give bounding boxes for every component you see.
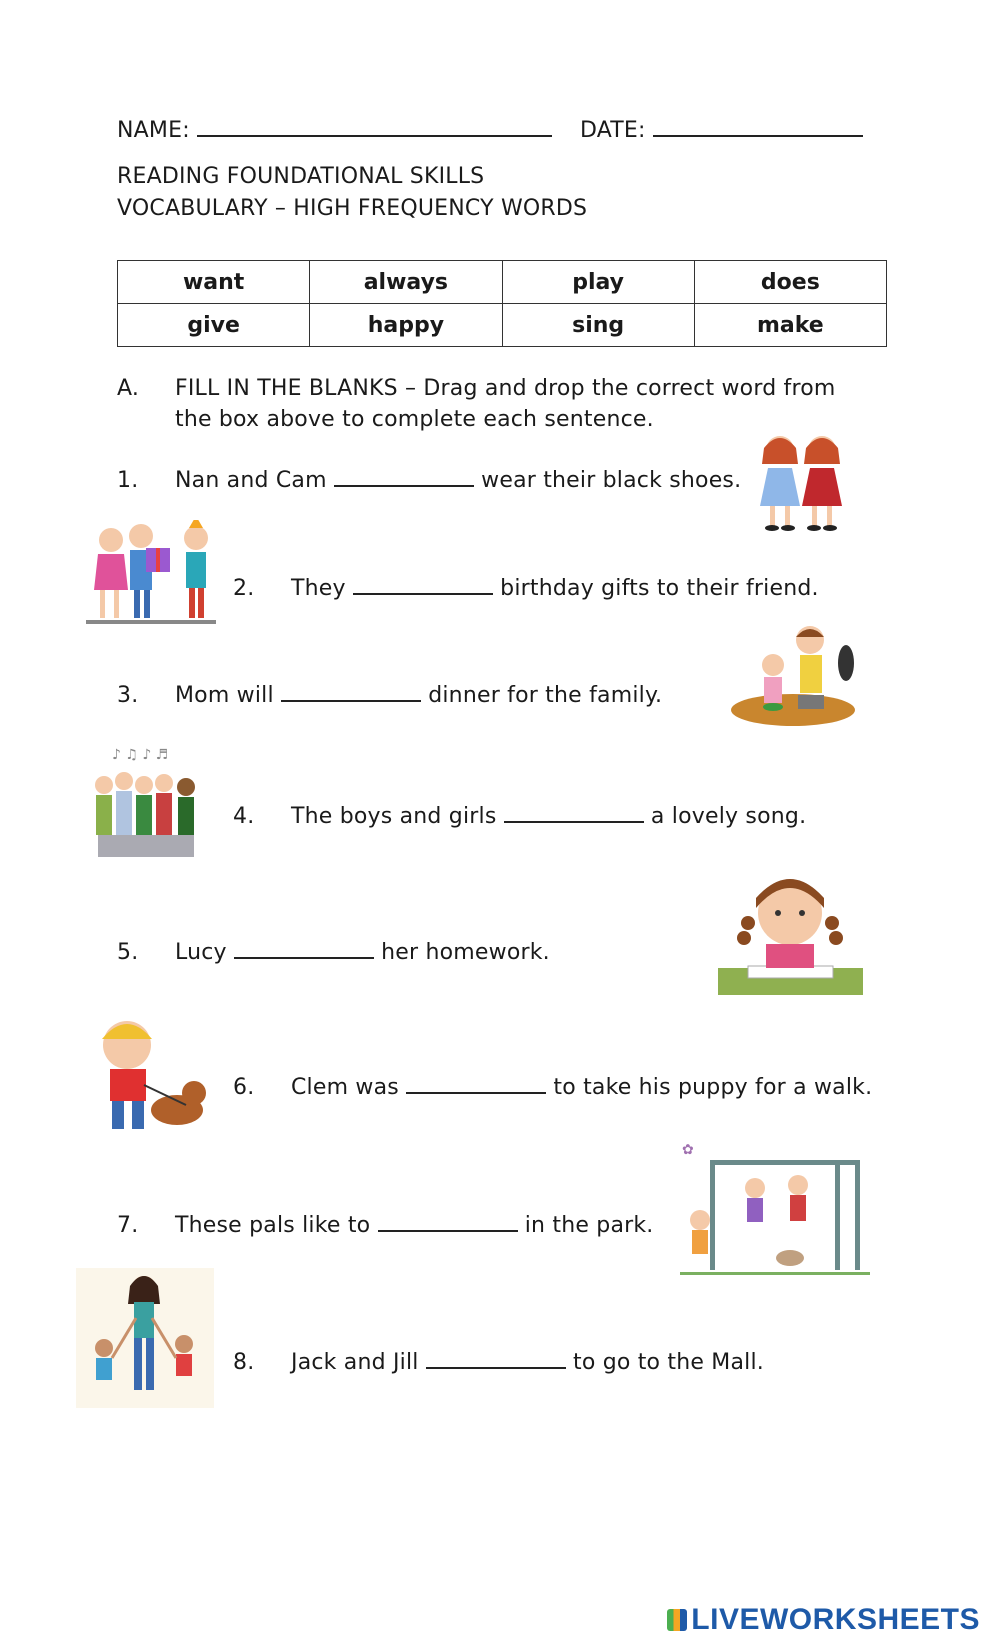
homework-girl-illustration bbox=[718, 868, 863, 995]
answer-blank-6[interactable] bbox=[406, 1088, 546, 1094]
word-make[interactable]: make bbox=[694, 304, 886, 347]
question-3: 3. Mom will dinner for the family. bbox=[117, 683, 663, 708]
question-4: 4. The boys and girls a lovely song. bbox=[233, 804, 807, 829]
answer-blank-4[interactable] bbox=[504, 817, 644, 823]
answer-blank-5[interactable] bbox=[234, 953, 374, 959]
playground-illustration bbox=[680, 1140, 870, 1285]
section-letter: A. bbox=[117, 376, 140, 401]
subtitle-vocabulary: VOCABULARY – HIGH FREQUENCY WORDS bbox=[117, 196, 588, 221]
answer-blank-3[interactable] bbox=[281, 696, 421, 702]
liveworksheets-logo-icon bbox=[667, 1609, 687, 1631]
question-2: 2. They birthday gifts to their friend. bbox=[233, 576, 819, 601]
word-give[interactable]: give bbox=[118, 304, 310, 347]
date-line bbox=[653, 131, 863, 137]
name-field[interactable]: NAME: bbox=[117, 118, 552, 143]
word-always[interactable]: always bbox=[310, 261, 502, 304]
singing-children-illustration bbox=[92, 745, 207, 870]
question-1: 1. Nan and Cam wear their black shoes. bbox=[117, 468, 742, 493]
boy-puppy-illustration bbox=[82, 1015, 212, 1145]
answer-blank-8[interactable] bbox=[426, 1363, 566, 1369]
instructions-line2: the box above to complete each sentence. bbox=[175, 407, 654, 432]
answer-blank-2[interactable] bbox=[353, 589, 493, 595]
liveworksheets-logo: LIVEWORKSHEETS bbox=[667, 1603, 980, 1637]
cooking-dinner-illustration bbox=[728, 625, 863, 730]
question-8: 8. Jack and Jill to go to the Mall. bbox=[233, 1350, 764, 1375]
word-play[interactable]: play bbox=[502, 261, 694, 304]
word-sing[interactable]: sing bbox=[502, 304, 694, 347]
birthday-gifts-illustration bbox=[86, 520, 221, 630]
question-7: 7. These pals like to in the park. bbox=[117, 1213, 654, 1238]
svg-text:✿: ✿ bbox=[682, 1142, 694, 1158]
word-box bbox=[117, 260, 887, 347]
mom-kids-illustration bbox=[76, 1268, 214, 1408]
word-happy[interactable]: happy bbox=[310, 304, 502, 347]
instructions-line1: FILL IN THE BLANKS – Drag and drop the correct word from bbox=[175, 376, 836, 401]
answer-blank-1[interactable] bbox=[334, 481, 474, 487]
girls-shoes-illustration bbox=[740, 428, 860, 538]
question-6: 6. Clem was to take his puppy for a walk. bbox=[233, 1075, 873, 1100]
svg-text:♪ ♫ ♪ ♬: ♪ ♫ ♪ ♬ bbox=[112, 747, 169, 763]
question-5: 5. Lucy her homework. bbox=[117, 940, 550, 965]
name-line bbox=[197, 131, 552, 137]
word-does[interactable]: does bbox=[694, 261, 886, 304]
answer-blank-7[interactable] bbox=[378, 1226, 518, 1232]
date-field[interactable]: DATE: bbox=[580, 118, 863, 143]
word-want[interactable]: want bbox=[118, 261, 310, 304]
subtitle-skills: READING FOUNDATIONAL SKILLS bbox=[117, 164, 485, 189]
